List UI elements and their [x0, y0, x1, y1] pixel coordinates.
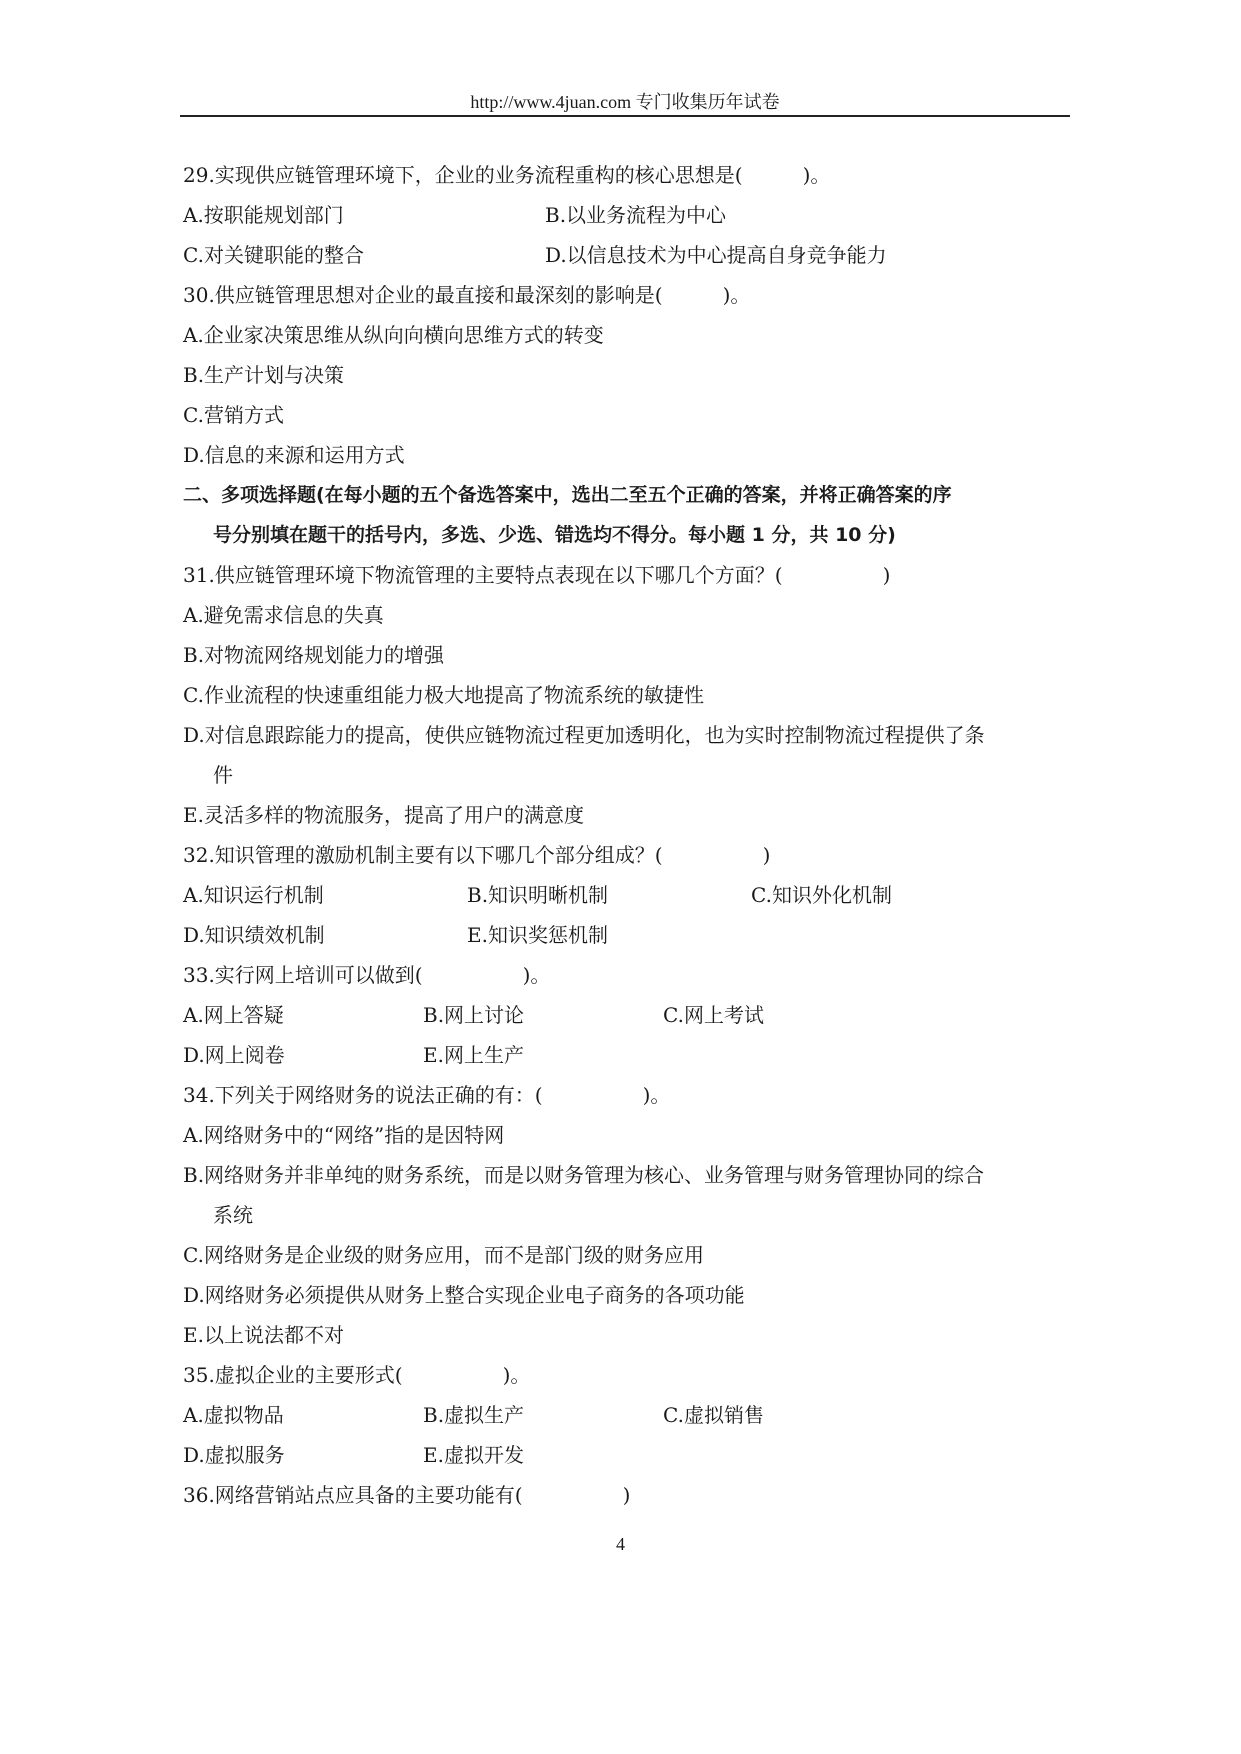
question-31-stem: 31.供应链管理环境下物流管理的主要特点表现在以下哪几个方面？( ) — [183, 563, 891, 587]
exam-content — [183, 155, 1063, 1515]
option-30-d: D.信息的来源和运用方式 — [183, 443, 405, 467]
option-29-b: B.以业务流程为中心 — [545, 203, 727, 227]
question-32-options-row-2 — [183, 915, 1063, 955]
option-31-b: B.对物流网络规划能力的增强 — [183, 643, 445, 667]
section-2-heading-cont: 号分别填在题干的括号内，多选、少选、错选均不得分。每小题 1 分，共 10 分) — [213, 524, 896, 546]
option-30-c: C.营销方式 — [183, 403, 284, 427]
section-2-heading: 二、多项选择题(在每小题的五个备选答案中，选出二至五个正确的答案，并将正确答案的序 — [183, 484, 952, 506]
option-35-a: A.虚拟物品 — [183, 1403, 284, 1427]
question-29-stem: 29.实现供应链管理环境下，企业的业务流程重构的核心思想是( )。 — [183, 163, 831, 187]
option-29-d: D.以信息技术为中心提高自身竞争能力 — [545, 243, 887, 267]
header-rule — [180, 115, 1070, 117]
option-35-d: D.虚拟服务 — [183, 1443, 285, 1467]
option-31-d-cont: 件 — [213, 763, 233, 787]
option-34-d: D.网络财务必须提供从财务上整合实现企业电子商务的各项功能 — [183, 1283, 745, 1307]
option-30-a: A.企业家决策思维从纵向向横向思维方式的转变 — [183, 323, 604, 347]
question-35-options-row-2 — [183, 1435, 1063, 1475]
question-29-options-row-2 — [183, 235, 1063, 275]
option-32-a: A.知识运行机制 — [183, 883, 324, 907]
question-29-options-row-1 — [183, 195, 1063, 235]
option-34-c: C.网络财务是企业级的财务应用，而不是部门级的财务应用 — [183, 1243, 704, 1267]
option-31-a: A.避免需求信息的失真 — [183, 603, 384, 627]
question-33-options-row-1 — [183, 995, 1063, 1035]
option-34-a: A.网络财务中的“网络”指的是因特网 — [183, 1123, 505, 1147]
option-35-b: B.虚拟生产 — [423, 1403, 525, 1427]
option-34-b-cont: 系统 — [213, 1203, 253, 1227]
page-header: http://www.4juan.com 专门收集历年试卷 — [470, 92, 780, 112]
option-33-e: E.网上生产 — [423, 1043, 524, 1067]
option-31-d: D.对信息跟踪能力的提高，使供应链物流过程更加透明化，也为实时控制物流过程提供了条 — [183, 723, 985, 747]
question-32-options-row-1 — [183, 875, 1063, 915]
question-35-stem: 35.虚拟企业的主要形式( )。 — [183, 1363, 531, 1387]
option-32-c: C.知识外化机制 — [751, 883, 892, 907]
option-35-e: E.虚拟开发 — [423, 1443, 524, 1467]
option-33-b: B.网上讨论 — [423, 1003, 525, 1027]
option-32-d: D.知识绩效机制 — [183, 923, 325, 947]
question-34-stem: 34.下列关于网络财务的说法正确的有：( )。 — [183, 1083, 671, 1107]
option-34-b: B.网络财务并非单纯的财务系统，而是以财务管理为核心、业务管理与财务管理协同的综合 — [183, 1163, 985, 1187]
option-33-d: D.网上阅卷 — [183, 1043, 285, 1067]
page-number: 4 — [616, 1534, 625, 1554]
question-35-options-row-1 — [183, 1395, 1063, 1435]
question-32-stem: 32.知识管理的激励机制主要有以下哪几个部分组成？( ) — [183, 843, 771, 867]
option-29-a: A.按职能规划部门 — [183, 203, 344, 227]
option-30-b: B.生产计划与决策 — [183, 363, 345, 387]
question-33-stem: 33.实行网上培训可以做到( )。 — [183, 963, 551, 987]
question-36-stem: 36.网络营销站点应具备的主要功能有( ) — [183, 1483, 631, 1507]
option-34-e: E.以上说法都不对 — [183, 1323, 344, 1347]
option-31-c: C.作业流程的快速重组能力极大地提高了物流系统的敏捷性 — [183, 683, 704, 707]
question-33-options-row-2 — [183, 1035, 1063, 1075]
option-35-c: C.虚拟销售 — [663, 1403, 764, 1427]
option-33-a: A.网上答疑 — [183, 1003, 284, 1027]
question-30-stem: 30.供应链管理思想对企业的最直接和最深刻的影响是( )。 — [183, 283, 751, 307]
option-32-e: E.知识奖惩机制 — [467, 923, 608, 947]
option-33-c: C.网上考试 — [663, 1003, 764, 1027]
option-29-c: C.对关键职能的整合 — [183, 243, 364, 267]
option-31-e: E.灵活多样的物流服务，提高了用户的满意度 — [183, 803, 584, 827]
option-32-b: B.知识明晰机制 — [467, 883, 609, 907]
